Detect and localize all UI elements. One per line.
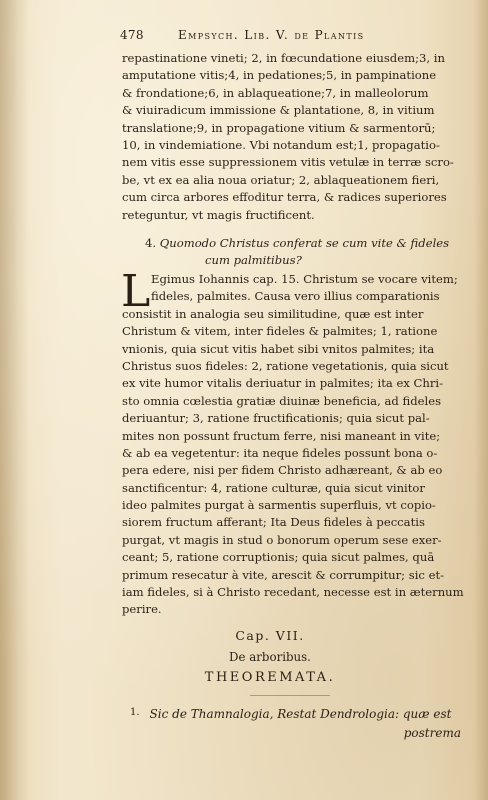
text-line: sanctificentur: 4, ratione culturæ, quia sicut vinitor [122,480,425,495]
text-line: primum resecatur à vite, arescit & corrumpitur; sic et- [122,567,445,582]
text-line: amputatione vitis;4, in pedationes;5, in pampinatione [122,68,437,83]
chapter-subtitle: De arboribus. [229,650,311,664]
section-heading-line2: cum palmitibus? [205,253,302,267]
text-line: iam fideles, si à Christo recedant, necesse est in æternum [122,585,464,600]
text-line: perire. [122,602,162,617]
text-line: sto omnia cœlestia gratiæ diuinæ beneficia, ad fideles [122,393,442,408]
text-line: repastinatione vineti; 2, in fœcundatione eiusdem;3, in [122,51,445,65]
running-head: Empsych. Lib. V. de Plantis [178,28,365,42]
text-line: vnionis, quia sicut vitis habet sibi vnitos palmites; ita [122,341,435,356]
divider-rule [250,695,330,696]
text-line: nem vitis esse suppressionem vitis vetulæ in terræ scro- [122,155,454,170]
text-line: ideo palmites purgat à sarmentis superfluis, vt copio- [122,498,436,513]
text-line: fideles, palmites. Causa vero illius comparationis [151,289,440,304]
thesis-marker: 1. [130,707,140,718]
text-line: ceant; 5, ratione corruptionis; quia sicut palmes, quā [122,550,435,565]
section-heading-line1: Quomodo Christus conferat se cum vite & fideles [159,236,450,250]
text-line: consistit in analogia seu similitudine, quæ est inter [122,306,424,321]
text-line: siorem fructum afferant; Ita Deus fideles à peccatis [122,515,425,530]
chapter-title: Cap. VII. [235,628,305,643]
text-line: & ab ea vegetentur: ita neque fideles possunt bona o- [122,445,438,460]
section-heading [145,235,475,269]
text-line: 10, in vindemiatione. Vbi notandum est;1, propagatio- [122,137,440,152]
paragraph-main [121,266,472,619]
section-number: 4. [145,236,157,250]
paragraph-top [122,50,472,224]
text-line: pera edere, nisi per fidem Christo adhæreant, & ab eo [122,463,443,478]
thesis [130,703,475,743]
text-line: Christus suos fideles: 2, ratione vegetationis, quia sicut [122,358,449,373]
text-line: ex vite humor vitalis deriuatur in palmites; ita ex Chri- [122,376,444,391]
chapter-theorema: THEOREMATA. [204,670,336,685]
page-header [120,28,475,46]
text-line: Egimus Iohannis cap. 15. Christum se vocare vitem; [151,272,458,286]
text-line: purgat, vt magis in stud o bonorum operum sese exer- [122,532,442,547]
text-line: Christum & vitem, inter fideles & palmites; 1, ratione [122,324,438,339]
page-number: 478 [120,28,144,42]
text-line: cum circa arbores effoditur terra, & radices superiores [122,190,447,205]
text-line: & frondatione;6, in ablaqueatione;7, in malleolorum [122,85,429,100]
text-line: mites non possunt fructum ferre, nisi maneant in vite; [122,428,441,443]
text-line: deriuantur; 3, ratione fructificationis; quia sicut pal- [122,411,430,426]
page-edge-shadow [474,0,488,800]
drop-cap: L [121,266,151,317]
thesis-line1: Sic de Thamnalogia, Restat Dendrologia: quæ est [149,707,452,721]
text-line: be, vt ex ea alia noua oriatur; 2, ablaqueationem fieri, [122,172,440,187]
gutter-shadow [0,0,30,800]
text-line: translatione;9, in propagatione vitium & sarmentorū; [122,120,436,135]
text-line: reteguntur, vt magis fructificent. [122,207,315,222]
thesis-line2: postrema [403,726,461,740]
text-line: & viuiradicum immissione & plantatione, 8, in vitium [122,103,435,118]
